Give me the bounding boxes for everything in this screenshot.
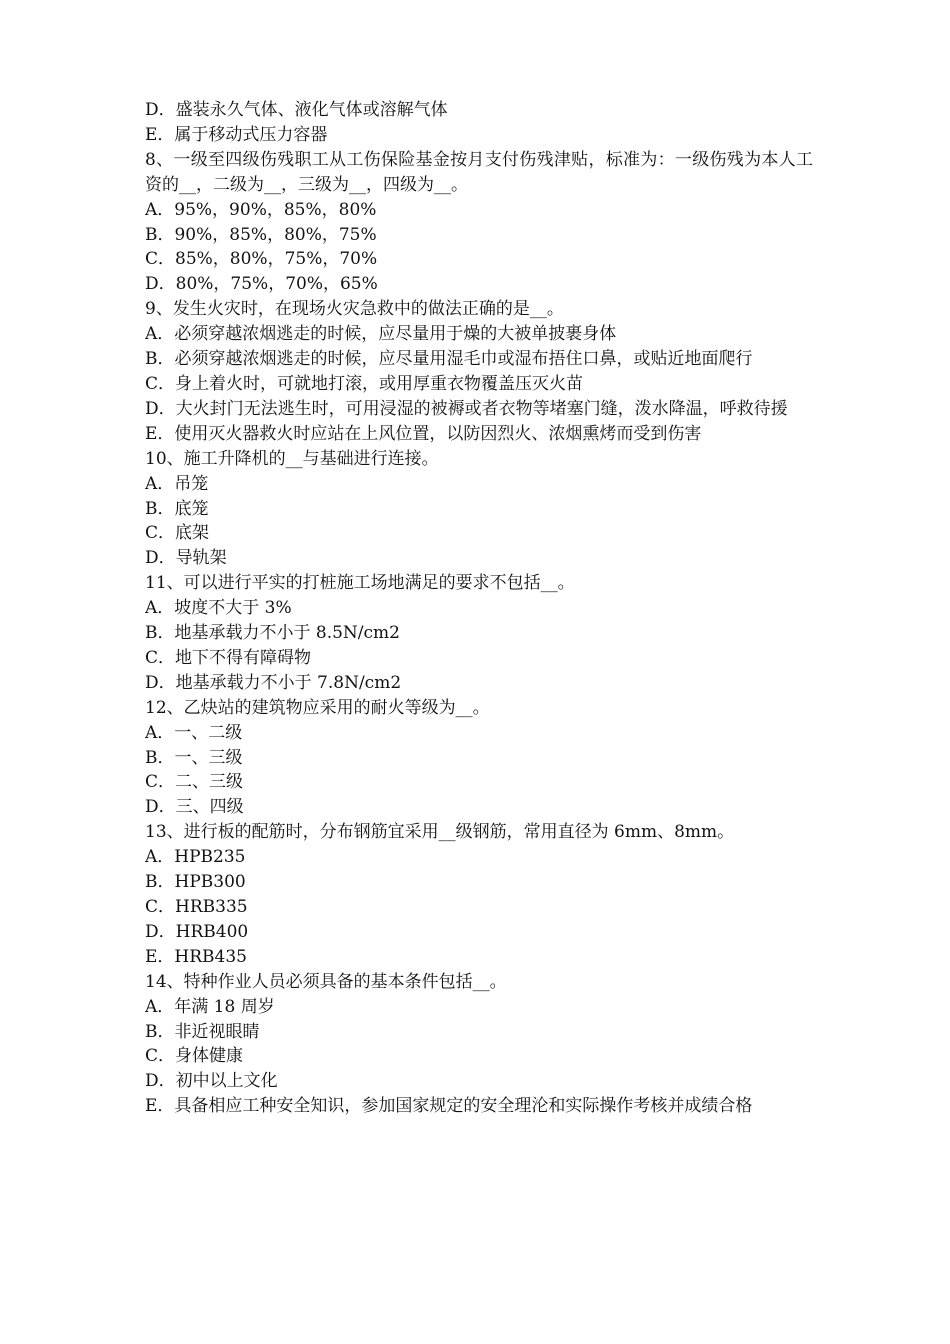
option-text: B．底笼 xyxy=(145,498,209,519)
question-text: 9、发生火灾时，在现场火灾急救中的做法正确的是__。 xyxy=(145,299,564,320)
option-text: D．80%，75%，70%，65% xyxy=(145,274,378,295)
text-line: E．属于移动式压力容器 xyxy=(145,124,328,145)
option-text: B．一、三级 xyxy=(145,747,243,768)
text-line: D．盛装永久气体、液化气体或溶解气体 xyxy=(145,100,448,120)
option-text: B．HPB300 xyxy=(145,872,246,893)
option-text: D．HRB400 xyxy=(145,921,249,942)
question-text: 10、施工升降机的__与基础进行连接。 xyxy=(145,448,439,469)
option-text: C．地下不得有障碍物 xyxy=(145,647,312,668)
option-text: D．导轨架 xyxy=(145,548,227,569)
question-text: 8、一级至四级伤残职工从工伤保险基金按月支付伤残津贴，标准为：一级伤残为本人工资的__，二级为__，三级为__，四级为__。 xyxy=(145,149,813,195)
option-text: D．三、四级 xyxy=(145,797,244,818)
option-text: A．吊笼 xyxy=(145,473,209,494)
option-text: D．初中以上文化 xyxy=(145,1071,278,1092)
option-text: B．90%，85%，80%，75% xyxy=(145,224,377,245)
option-text: E．HRB435 xyxy=(145,946,247,967)
option-text: A．年满 18 周岁 xyxy=(145,996,275,1017)
option-text: C．HRB335 xyxy=(145,897,248,917)
question-text: 14、特种作业人员必须具备的基本条件包括__。 xyxy=(145,971,507,992)
question-text: 12、乙炔站的建筑物应采用的耐火等级为__。 xyxy=(145,697,490,718)
question-text: 13、进行板的配筋时，分布钢筋宜采用__级钢筋，常用直径为 6mm、8mm。 xyxy=(145,822,735,843)
option-text: A．坡度不大于 3% xyxy=(145,598,292,619)
option-text: D．地基承载力不小于 7.8N/cm2 xyxy=(145,672,402,693)
option-text: C．身上着火时，可就地打滚，或用厚重衣物覆盖压灭火苗 xyxy=(145,373,584,394)
option-text: A．一、二级 xyxy=(145,722,243,743)
option-text: E．使用灭火器救火时应站在上风位置，以防因烈火、浓烟熏烤而受到伤害 xyxy=(145,423,702,444)
option-text: C．身体健康 xyxy=(145,1046,244,1067)
option-text: E．具备相应工种安全知识，参加国家规定的安全理沦和实际操作考核并成绩合格 xyxy=(145,1096,753,1117)
option-text: A．95%，90%，85%，80% xyxy=(145,199,377,220)
document-page xyxy=(145,98,813,1119)
option-text: C．底架 xyxy=(145,523,210,544)
option-text: B．非近视眼睛 xyxy=(145,1021,260,1042)
option-text: B．地基承载力不小于 8.5N/cm2 xyxy=(145,623,400,644)
question-text: 11、可以进行平实的打桩施工场地满足的要求不包括__。 xyxy=(145,573,575,594)
option-text: D．大火封门无法逃生时，可用浸湿的被褥或者衣物等堵塞门缝，泼水降温，呼救待援 xyxy=(145,398,788,419)
option-text: A．必须穿越浓烟逃走的时候，应尽量用于燥的大被单披裹身体 xyxy=(145,324,617,345)
option-text: A．HPB235 xyxy=(145,847,246,868)
option-text: B．必须穿越浓烟逃走的时候，应尽量用湿毛巾或湿布捂住口鼻，或贴近地面爬行 xyxy=(145,349,753,370)
option-text: C．85%，80%，75%，70% xyxy=(145,249,378,270)
option-text: C．二、三级 xyxy=(145,772,244,793)
